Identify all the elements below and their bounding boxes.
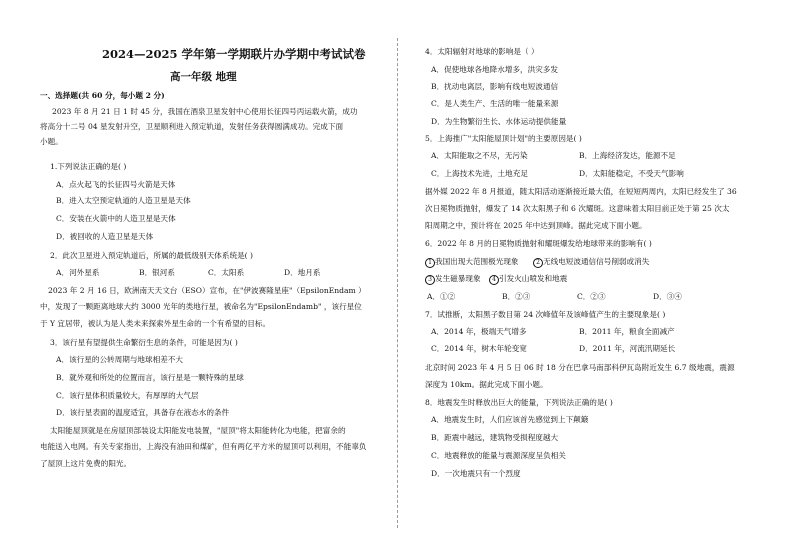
question-6-statement-3: 3 发生磁暴现象 bbox=[425, 272, 481, 287]
passage-5: 深度为 10km。据此完成下面小题。 bbox=[425, 380, 548, 389]
question-4-option-b: B．扰动电离层，影响有线电短波通信 bbox=[431, 82, 559, 91]
circled-number-3: 3 bbox=[425, 275, 435, 285]
passage-3: 太阳能屋顶就是在房屋顶部装设太阳能发电装置，"屋顶"将太阳能转化为电能，把富余的 bbox=[50, 426, 346, 435]
question-6-statement-1: 1 我国出现大范围极光现象 bbox=[425, 255, 519, 270]
question-2-option-b: B．银河系 bbox=[139, 268, 175, 277]
question-2-option-a: A．河外星系 bbox=[56, 268, 100, 277]
circled-number-1: 1 bbox=[425, 258, 435, 268]
question-3-stem: 3．该行星有望提供生命繁衍生息的条件，可能是因为( ) bbox=[50, 338, 238, 347]
question-6-statement-2: 2 无线电短波通信信号削弱或消失 bbox=[533, 255, 649, 270]
question-6-option-b: B．②③ bbox=[502, 292, 531, 301]
question-5-option-c: C．上海技术先进，土地充足 bbox=[431, 169, 528, 178]
question-4-option-c: C．是人类生产、生活的唯一能量来源 bbox=[431, 99, 559, 108]
question-3-option-c: C．该行星体积质量较大，有厚厚的大气层 bbox=[56, 391, 199, 400]
question-2-option-c: C．太阳系 bbox=[208, 268, 245, 277]
question-8-option-b: B．距震中越远，建筑物受损程度越大 bbox=[431, 433, 559, 442]
passage-1: 小题。 bbox=[40, 137, 63, 146]
passage-1: 将高分十二号 04 星发射升空，卫星顺利进入预定轨道，发射任务获得圆满成功。完成下面 bbox=[40, 122, 344, 131]
question-4-option-d: D．为生物繁衍生长、水体运动提供能量 bbox=[431, 117, 567, 126]
question-2-stem: 2．此次卫星进入预定轨道后，所属的最低级别天体系统是( ) bbox=[50, 251, 254, 260]
circled-number-4: 4 bbox=[489, 275, 499, 285]
question-6-option-a: A．①② bbox=[427, 292, 456, 301]
question-3-option-d: D．该行星表面的温度适宜，具备存在液态水的条件 bbox=[56, 408, 230, 417]
question-5-stem: 5．上海推广"太阳能屋顶计划"的主要原因是( ) bbox=[425, 134, 582, 143]
passage-5: 北京时间 2023 年 4 月 5 日 06 时 18 分在巴拿马南部科伊瓦岛附近发生 6.7 级地震，震源 bbox=[425, 363, 735, 372]
question-5-option-a: A．太阳能取之不尽，无污染 bbox=[431, 151, 528, 160]
question-5-option-d: D．太阳能稳定，不受天气影响 bbox=[579, 169, 684, 178]
passage-2: 2023 年 2 月 16 日，欧洲南天天文台（ESO）宣布，在"伊波赛隆星座"（EpsilonEndam ） bbox=[48, 286, 366, 295]
question-1-option-d: D．被回收的人造卫星是天体 bbox=[56, 232, 154, 241]
passage-2: 中，发现了一颗距离地球大约 3000 光年的类地行星，被命名为"EpsilonEndamb" ，该行星位 bbox=[40, 302, 362, 311]
question-6-option-d: D．③④ bbox=[653, 292, 682, 301]
question-8-stem: 8．地震发生时释放出巨大的能量，下列说法正确的是( ) bbox=[425, 398, 613, 407]
exam-title: 2024—2025 学年第一学期联片办学期中考试试卷 bbox=[102, 47, 366, 61]
column-divider bbox=[397, 38, 398, 528]
question-4-option-a: A．促使地球各地降水增多，洪灾多发 bbox=[431, 65, 558, 74]
question-4-stem: 4．太阳辐射对地球的影响是（ ） bbox=[425, 47, 539, 56]
question-1-option-b: B．进入太空预定轨道的人造卫星是天体 bbox=[56, 196, 191, 205]
question-3-option-a: A．该行星的公转周期与地球相差不大 bbox=[56, 355, 183, 364]
passage-4: 据外媒 2022 年 8 月报道，随太阳活动逐渐接近最大值，在短短两周内，太阳已经发生了 36 bbox=[425, 187, 737, 196]
exam-subtitle: 高一年级 地理 bbox=[170, 71, 237, 83]
passage-3: 电能送入电网。有关专家指出，上海没有油田和煤矿，但有两亿平方米的屋顶可以利用，不能辜负 bbox=[40, 442, 367, 451]
question-7-option-d: D．2011 年，河流汛期延长 bbox=[579, 344, 676, 353]
question-6-option-c: C．②③ bbox=[577, 292, 606, 301]
question-7-option-b: B．2011 年，粮食全面减产 bbox=[579, 327, 675, 336]
question-1-option-c: C．安装在火箭中的人造卫星是天体 bbox=[56, 214, 176, 223]
circled-number-2: 2 bbox=[533, 258, 543, 268]
question-2-option-d: D．地月系 bbox=[284, 268, 321, 277]
question-6-stem: 6．2022 年 8 月的日冕物质抛射和耀斑爆发给地球带来的影响有( ) bbox=[425, 239, 652, 248]
passage-4: 阳周期之中，预计将在 2025 年中达到顶峰。据此完成下面小题。 bbox=[425, 221, 647, 230]
passage-2: 于 Y 宜居带，被认为是人类未来探索外星生命的一个有希望的目标。 bbox=[40, 319, 271, 328]
passage-4: 次日冕物质抛射，爆发了 14 次太阳黑子和 6 次耀斑。这意味着太阳目前正处于第 25 次太 bbox=[425, 204, 730, 213]
question-8-option-a: A．地震发生时，人们应该首先感觉到上下颠簸 bbox=[431, 415, 589, 424]
question-6-statement-4: 4 引发火山喷发和地震 bbox=[489, 272, 567, 287]
question-1-stem: 1.下列说法正确的是( ) bbox=[50, 162, 127, 171]
question-8-option-d: D．一次地震只有一个烈度 bbox=[431, 469, 521, 478]
section-heading: 一、选择题(共 60 分，每小题 2 分) bbox=[40, 91, 165, 100]
question-5-option-b: B．上海经济发达，能源不足 bbox=[579, 151, 676, 160]
question-7-option-c: C．2014 年，树木年轮变宽 bbox=[431, 344, 527, 353]
question-3-option-b: B．就外观和所处的位置而言，该行星是一颗特殊的星球 bbox=[56, 373, 244, 382]
passage-1: 2023 年 8 月 21 日 1 时 45 分，我国在酒泉卫星发射中心使用长征四号丙运载火箭，成功 bbox=[52, 107, 358, 116]
question-8-option-c: C．地震释放的能量与震源深度呈负相关 bbox=[431, 451, 566, 460]
question-7-stem: 7．试推断，太阳黑子数目第 24 次峰值年及该峰值产生的主要现象是( ) bbox=[425, 310, 666, 319]
question-7-option-a: A．2014 年，极端天气增多 bbox=[431, 327, 527, 336]
passage-3: 了屋顶上这片免费的阳光。 bbox=[40, 459, 132, 468]
question-1-option-a: A．点火起飞的长征四号火箭是天体 bbox=[56, 180, 176, 189]
